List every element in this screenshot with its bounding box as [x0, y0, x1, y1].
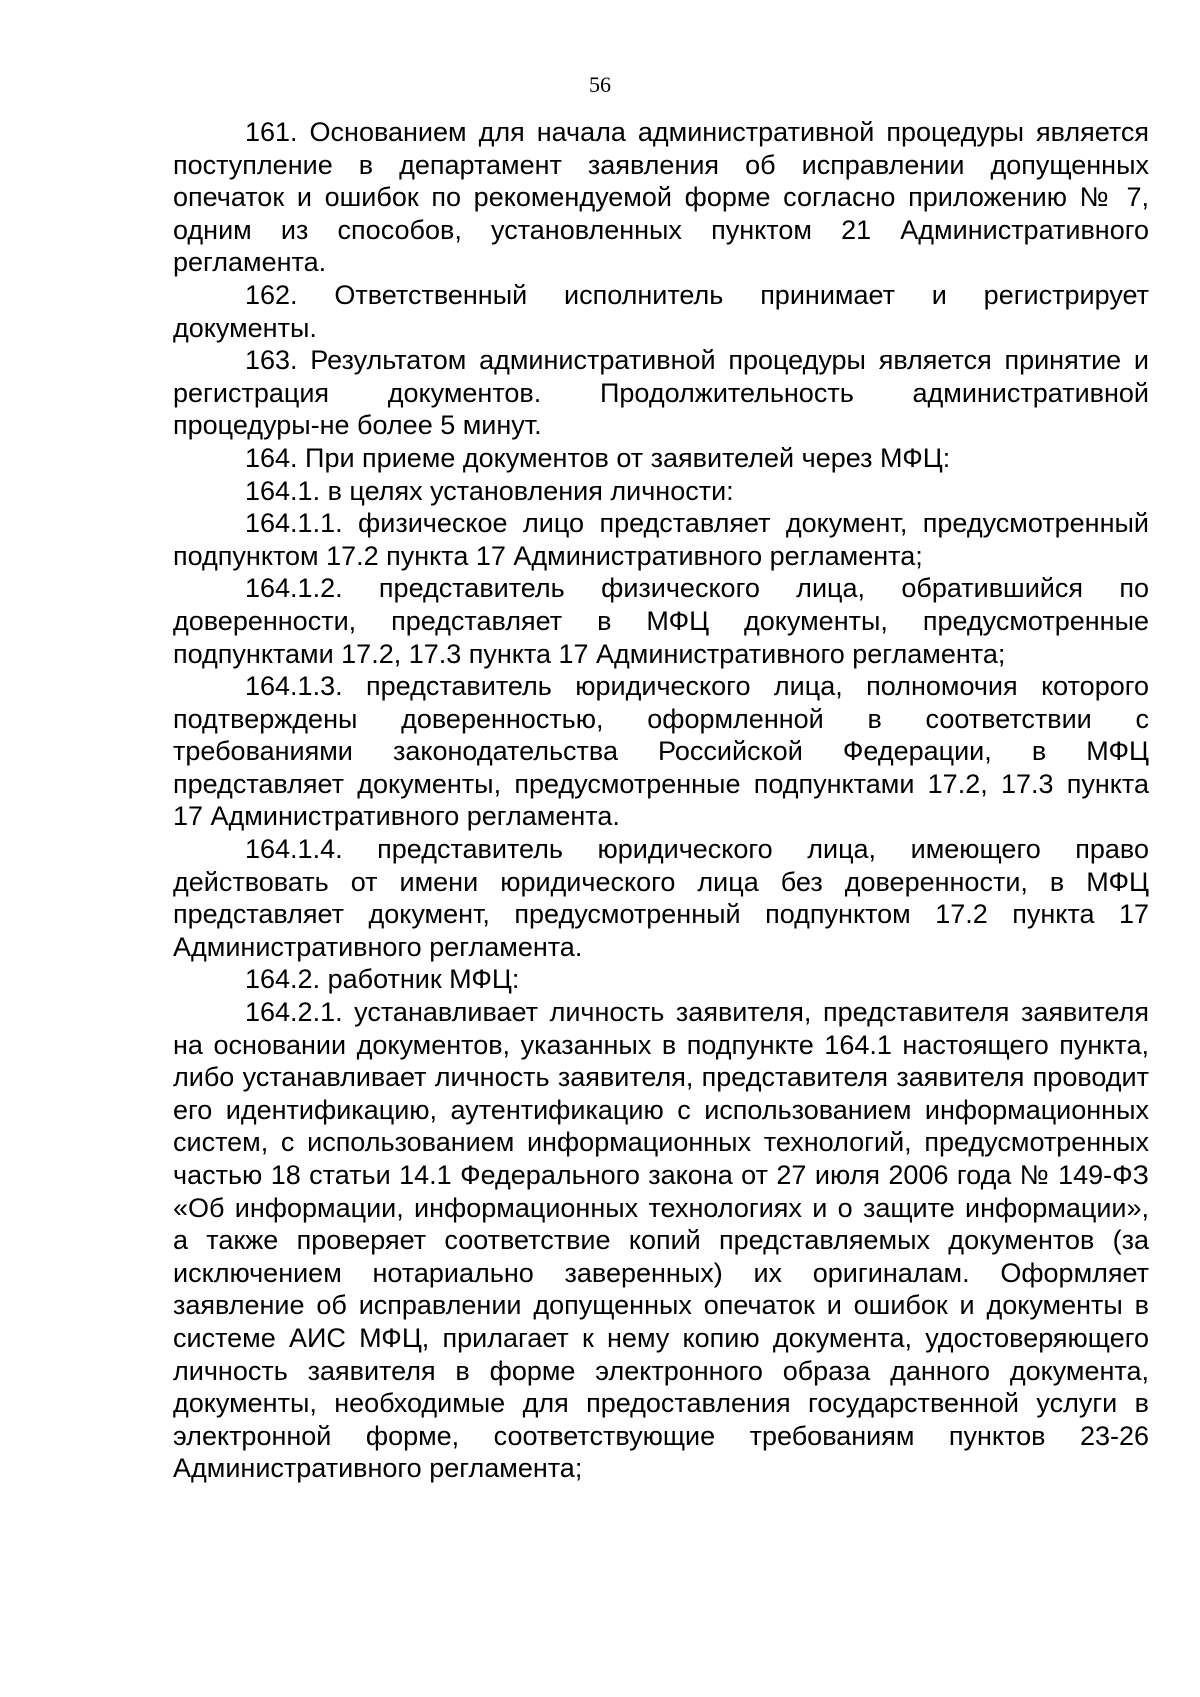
paragraph-164-2-1: 164.2.1. устанавливает личность заявителя, представителя заявителя на основании документов, указанных в подпункте 164.1 настоящего пункта, либо устанавливает личность заявителя, представителя заявителя проводит его идентификацию, аутентификацию с использованием информационных систем, с использованием информационных технологий, предусмотренных частью 18 статьи 14.1 Федерального закона от 27 июля 2006 года № 149-ФЗ «Об информации, информационных технологиях и о защите информации», а также проверяет соответствие копий представляемых документов (за исключением нотариально заверенных) их оригиналам. Оформляет заявление об исправлении допущенных опечаток и ошибок и документы в системе АИС МФЦ, прилагает к нему копию документа, удостоверяющего личность заявителя в форме электронного образа данного документа, документы, необходимые для предоставления государственной услуги в электронной форме, соответствующие требованиям пунктов 23-26 Административного регламента;: [173, 997, 1149, 1484]
paragraph-164-1-4: 164.1.4. представитель юридического лица, имеющего право действовать от имени юридического лица без доверенности, в МФЦ представляет документ, предусмотренный подпунктом 17.2 пункта 17 Административного регламента.: [173, 834, 1149, 962]
paragraph-164-2: 164.2. работник МФЦ:: [245, 964, 520, 995]
paragraph-164-1: 164.1. в целях установления личности:: [245, 475, 734, 506]
paragraph-162: 162. Ответственный исполнитель принимает и регистрирует документы.: [173, 279, 1149, 343]
paragraph-164-1-1: 164.1.1. физическое лицо представляет документ, предусмотренный подпунктом 17.2 пункта 17 Административного регламента;: [173, 508, 1149, 571]
paragraph-164: 164. При приеме документов от заявителей через МФЦ:: [245, 442, 951, 473]
paragraph-164-1-2: 164.1.2. представитель физического лица, обратившийся по доверенности, представляет в МФЦ документы, предусмотренные подпунктами 17.2, 17.3 пункта 17 Административного регламента;: [173, 573, 1149, 669]
page-number: 56: [589, 72, 611, 97]
paragraph-164-1-3: 164.1.3. представитель юридического лица, полномочия которого подтверждены доверенностью, оформленной в соответствии с требованиями законодательства Российской Федерации, в МФЦ представляет документы, предусмотренные подпунктами 17.2, 17.3 пункта 17 Административного регламента.: [173, 671, 1149, 832]
paragraph-163: 163. Результатом административной процедуры является принятие и регистрация документов. Продолжительность административной процедуры-не более 5 минут.: [173, 345, 1149, 441]
document-body: [173, 116, 1149, 1485]
paragraph-161: 161. Основанием для начала административной процедуры является поступление в департамент заявления об исправлении допущенных опечаток и ошибок по рекомендуемой форме согласно приложению № 7, одним из способов, установленных пунктом 21 Административного регламента.: [173, 117, 1149, 278]
